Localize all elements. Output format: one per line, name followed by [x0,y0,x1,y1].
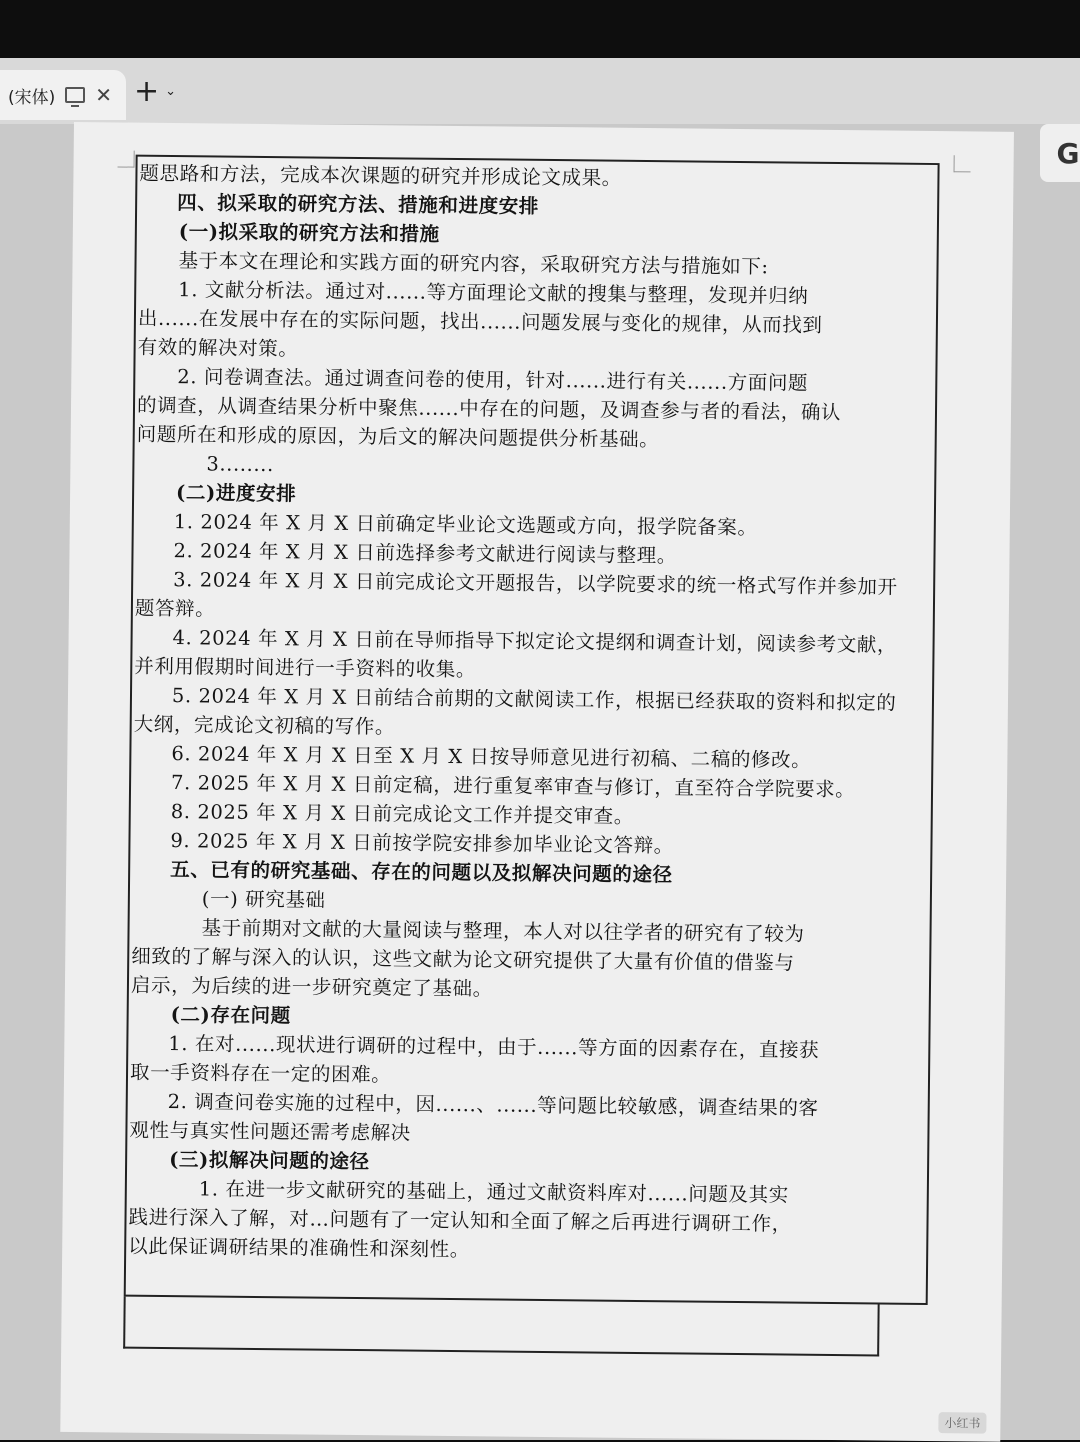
text-line: 并利用假期时间进行一手资料的收集。 [134,654,477,682]
text-line: 3........ [206,452,274,477]
text-line: 问题所在和形成的原因，为后文的解决问题提供分析基础。 [136,422,660,452]
list-item: 2. 2024 年 X 月 X 日前选择参考文献进行阅读与整理。 [173,539,678,568]
list-item: 4. 2024 年 X 月 X 日前在导师指导下拟定论文提纲和调查计划，阅读参考文献， [172,626,898,657]
subsection-heading: (一)拟采取的研究方法和措施 [178,220,440,246]
text-line: 取一手资料存在一定的困难。 [129,1060,392,1087]
section-heading: 四、拟采取的研究方法、措施和进度安排 [177,191,540,218]
text-line: 出......在发展中存在的实际问题，找出......问题发展与变化的规律，从而找到 [137,306,823,337]
text-line: 以此保证调研结果的准确性和深刻性。 [128,1234,471,1262]
list-item: 7. 2025 年 X 月 X 日前定稿，进行重复率审查与修订，直至符合学院要求。 [170,771,856,802]
list-item: 9. 2025 年 X 月 X 日前按学院安排参加毕业论文答辩。 [170,829,674,858]
new-tab-button[interactable] [134,74,176,109]
text-line: 大纲，完成论文初稿的写作。 [133,712,396,739]
text-line: 有效的解决对策。 [137,335,299,361]
subsection-heading: (二)存在问题 [170,1003,291,1028]
list-item: 2. 调查问卷实施的过程中，因......、......等问题比较敏感，调查结果的客 [167,1090,819,1120]
subsection-heading: (二)进度安排 [176,481,297,506]
watermark: 小红书 [938,1412,986,1434]
list-item: 3. 2024 年 X 月 X 日前完成论文开题报告，以学院要求的统一格式写作并参加开 [173,568,898,599]
margin-mark [118,150,135,167]
document-page[interactable] [60,122,1014,1442]
subsection-heading: (一) 研究基础 [201,887,326,912]
text-line: 题答辩。 [134,596,216,621]
close-icon[interactable]: ✕ [95,83,113,107]
text-line: 启示，为后续的进一步研究奠定了基础。 [130,973,493,1001]
document-tab[interactable] [0,70,126,120]
text-line: 2. 问卷调查法。通过调查问卷的使用，针对......进行有关......方面问题 [177,365,809,395]
document-body[interactable] [128,159,929,1269]
list-item: 8. 2025 年 X 月 X 日前完成论文工作并提交审查。 [170,800,635,828]
text-line: 1. 文献分析法。通过对......等方面理论文献的搜集与整理，发现并归纳 [178,278,809,308]
list-item: 5. 2024 年 X 月 X 日前结合前期的文献阅读工作，根据已经获取的资料和拟定的 [171,684,897,715]
section-heading: 五、已有的研究基础、存在的问题以及拟解决问题的途径 [170,858,673,887]
margin-mark [954,155,971,172]
text-line: 基于前期对文献的大量阅读与整理，本人对以往学者的研究有了较为 [201,916,805,946]
subsection-heading: (三)拟解决问题的途径 [169,1148,370,1174]
list-item: 1. 在对......现状进行调研的过程中，由于......等方面的因素存在，直接获 [168,1032,820,1062]
text-line: 的调查，从调查结果分析中聚焦......中存在的问题，及调查参与者的看法，确认 [136,393,842,425]
list-item: 1. 在进一步文献研究的基础上，通过文献资料库对......问题及其实 [198,1177,789,1207]
monitor-icon[interactable] [65,87,85,103]
text-line: 基于本文在理论和实践方面的研究内容，采取研究方法与措施如下: [178,249,769,279]
g-icon: G [1056,136,1080,170]
text-line: 题思路和方法，完成本次课题的研究并形成论文成果。 [139,161,622,190]
side-panel-button[interactable] [1040,124,1080,182]
table-bottom-row [123,1297,880,1357]
plus-icon: + [134,74,160,109]
text-line: 践进行深入了解，对…问题有了一定认知和全面了解之后再进行调研工作， [128,1205,792,1236]
chevron-down-icon[interactable]: ⌄ [165,84,177,99]
tab-label: (宋体) [8,87,56,108]
text-line: 细致的了解与深入的认识，这些文献为论文研究提供了大量有价值的借鉴与 [131,944,795,975]
list-item: 1. 2024 年 X 月 X 日前确定毕业论文选题或方向，报学院备案。 [173,510,758,540]
text-line: 观性与真实性问题还需考虑解决 [129,1118,411,1145]
list-item: 6. 2024 年 X 月 X 日至 X 月 X 日按导师意见进行初稿、二稿的修改。 [171,742,812,772]
